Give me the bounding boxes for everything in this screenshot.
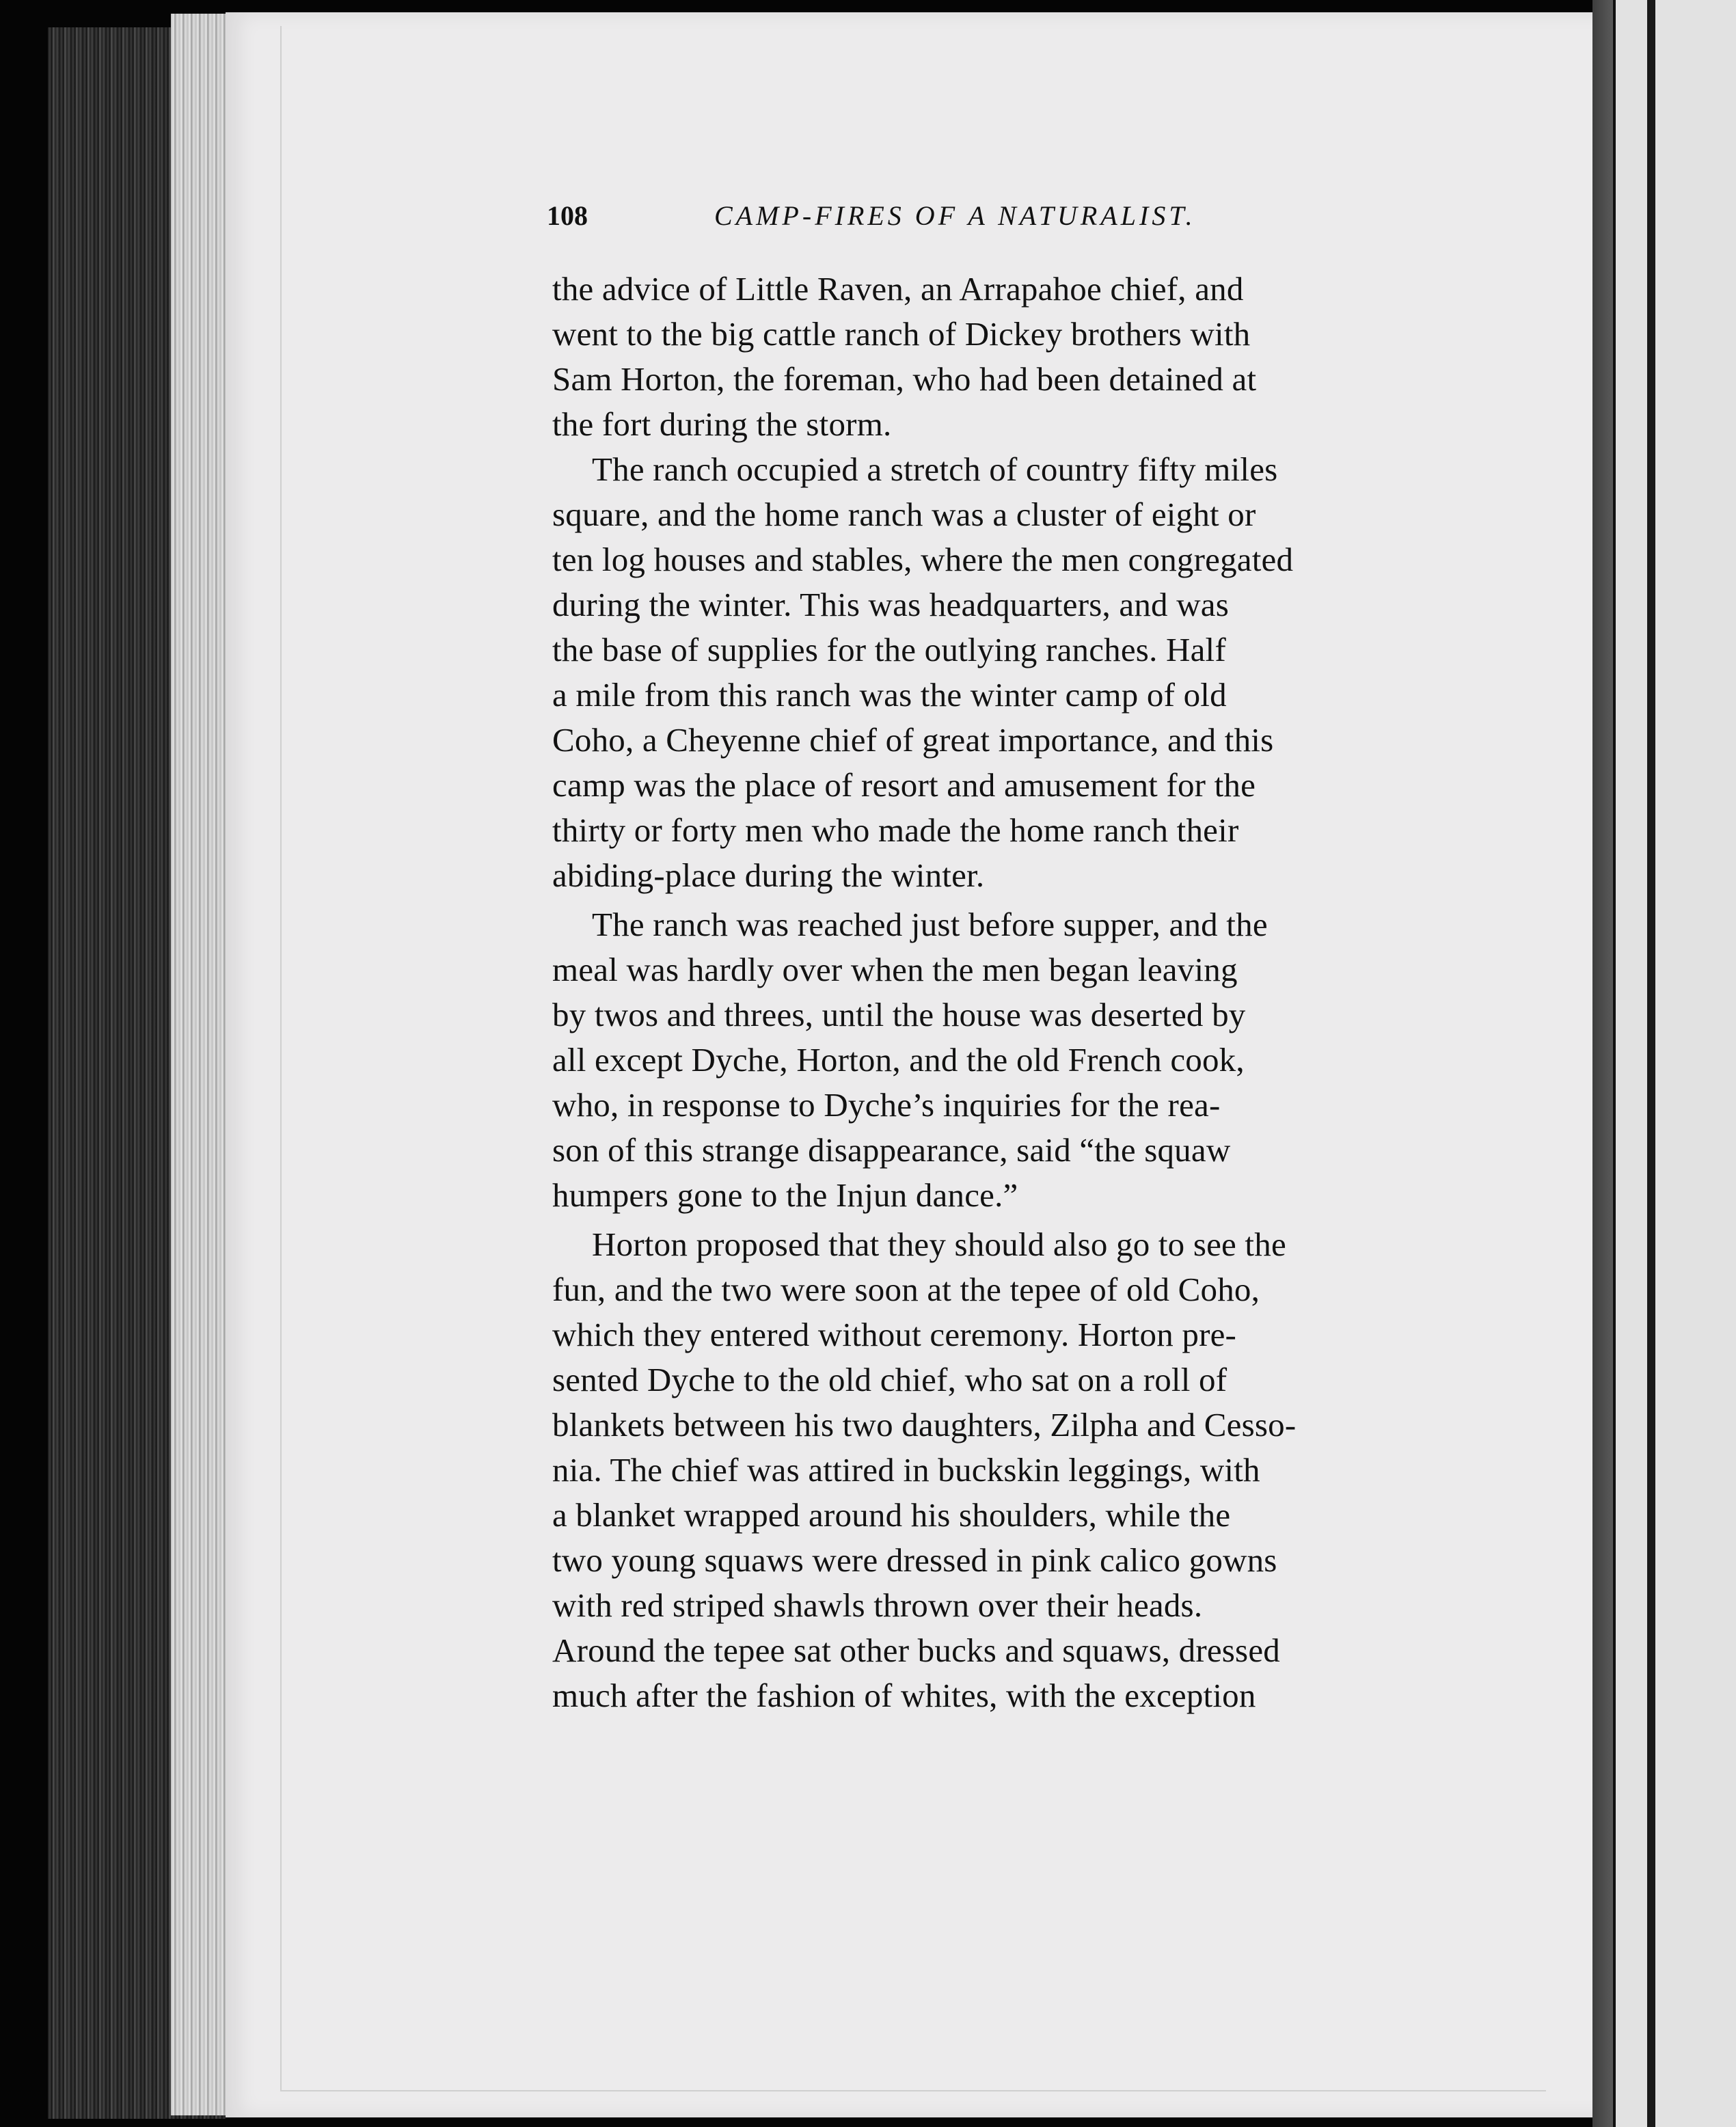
text-line: by twos and threes, until the house was deserted by <box>552 996 1246 1033</box>
text-line: Horton proposed that they should also go to see the <box>592 1225 1286 1263</box>
text-line: camp was the place of resort and amusement for the <box>552 766 1256 804</box>
facing-page <box>1613 0 1736 2127</box>
text-line: which they entered without ceremony. Horton pre- <box>552 1316 1237 1353</box>
text-line: Sam Horton, the foreman, who had been detained at <box>552 360 1257 398</box>
text-line: meal was hardly over when the men began leaving <box>552 951 1238 988</box>
text-line: thirty or forty men who made the home ranch their <box>552 811 1239 849</box>
text-line: the fort during the storm. <box>552 405 892 443</box>
text-line: fun, and the two were soon at the tepee of old Coho, <box>552 1271 1260 1308</box>
running-title: CAMP-FIRES OF A NATURALIST. <box>714 200 1196 231</box>
text-line: square, and the home ranch was a cluster of eight or <box>552 496 1256 533</box>
text-line: all except Dyche, Horton, and the old French cook, <box>552 1041 1245 1079</box>
text-line: son of this strange disappearance, said “the squaw <box>552 1131 1231 1169</box>
text-line: the advice of Little Raven, an Arrapahoe chief, and <box>552 270 1244 308</box>
text-line: a mile from this ranch was the winter camp of old <box>552 676 1227 714</box>
text-line: Coho, a Cheyenne chief of great importance, and this <box>552 721 1274 759</box>
page-number: 108 <box>547 200 588 231</box>
text-line: a blanket wrapped around his shoulders, while the <box>552 1496 1231 1534</box>
text-line: went to the big cattle ranch of Dickey brothers with <box>552 315 1251 353</box>
text-line: abiding-place during the winter. <box>552 856 985 894</box>
text-line: two young squaws were dressed in pink calico gowns <box>552 1541 1277 1579</box>
running-head <box>547 200 1469 247</box>
text-line: Around the tepee sat other bucks and squaws, dressed <box>552 1631 1280 1669</box>
text-line: blankets between his two daughters, Zilpha and Cesso- <box>552 1406 1297 1444</box>
text-line: ten log houses and stables, where the men congregated <box>552 541 1294 578</box>
facing-page-edge <box>1647 0 1655 2127</box>
text-line: The ranch occupied a stretch of country fifty miles <box>592 450 1278 488</box>
text-line: humpers gone to the Injun dance.” <box>552 1176 1018 1214</box>
text-line: The ranch was reached just before supper, and the <box>592 906 1268 943</box>
text-line: sented Dyche to the old chief, who sat on a roll of <box>552 1361 1228 1398</box>
text-line: during the winter. This was headquarters, and was <box>552 586 1230 623</box>
text-line: nia. The chief was attired in buckskin leggings, with <box>552 1451 1260 1489</box>
text-line: much after the fashion of whites, with the exception <box>552 1677 1256 1714</box>
text-line: the base of supplies for the outlying ranches. Half <box>552 631 1226 668</box>
text-line: who, in response to Dyche’s inquiries for the rea- <box>552 1086 1221 1124</box>
text-line: with red striped shawls thrown over their heads. <box>552 1586 1203 1624</box>
